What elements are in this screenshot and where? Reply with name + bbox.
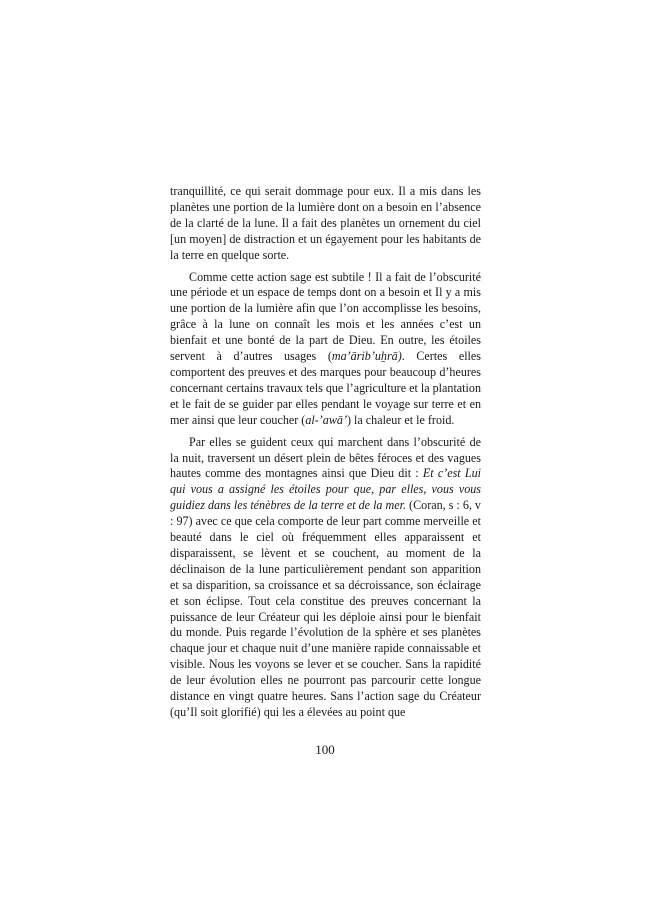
quran-quote: Et c’est Lui qui vous a assigné les étoiles pour que, par elles, vous vous guidiez dans les ténèbres de la terre et de la mer. — [170, 466, 481, 513]
paragraph-3-text-b: (Coran, s : 6, v : 97) avec ce que cela comporte de leur part comme merveille et beauté dans le ciel où fréquemment elles apparaissent et disparaissent, se lèvent et se couchent, au moment de la déclinaison de la lune particulièrement pendant son apparition et sa disparition, sa croissance et sa décroissance, son éclairage et son éclipse. Tout cela constitue des preuves concernant la puissance de leur Créateur qui les déploie ainsi pour le bienfait du monde. Puis regarde l’évolution de la sphère et ses planètes chaque jour et chaque nuit d’une manière rapide connaissable et visible. Nous les voyons se lever et se coucher. Sans la rapidité de leur évolution elles ne pourront pas parcourir cette longue distance en vingt quatre heures. Sans l’action sage du Créateur (qu’Il soit glorifié) qui les a élevées au point que — [170, 498, 481, 719]
page-number: 100 — [315, 742, 335, 757]
paragraph-2-text-c: ) la chaleur et le froid. — [346, 412, 455, 427]
paragraph-3-text-a: Par elles se guident ceux qui marchent dans l’obscurité de la nuit, traversent un désert plein de bêtes féroces et des vagues hautes comme des montagnes ainsi que Dieu dit : — [170, 434, 481, 481]
paragraph-3 — [170, 435, 481, 721]
paragraph-1-text: tranquillité, ce qui serait dommage pour eux. Il a mis dans les planètes une portion de la lumière dont on a besoin en l’absence de la clarté de la lune. Il a fait des planètes un ornement du ciel [un moyen] de distraction et un égayement pour les habitants de la terre en quelque sorte. — [170, 184, 481, 262]
page-body — [170, 184, 481, 721]
paragraph-2-text-b: . Certes elles comportent des preuves et des marques pour beaucoup d’heures concernant certains travaux tels que l’agriculture et la plantation et le fait de se guider par elles pendant le voyage sur terre et en mer ainsi que leur coucher ( — [170, 349, 481, 427]
paragraph-2-text-a: Comme cette action sage est subtile ! Il a fait de l’obscurité une période et un espace de temps dont on a besoin et Il y a mis une portion de la lumière afin que l’on accomplisse les besoins, grâce à la lune on connaît les mois et les années c’est un bienfait et une bonté de la part de Dieu. En outre, les étoiles servent à d’autres usages ( — [170, 269, 481, 364]
transliteration-term: ma’ārib’uẖrā) — [331, 349, 402, 364]
paragraph-2 — [170, 270, 481, 429]
paragraph-1 — [170, 184, 481, 264]
transliteration-term: al-’awā’ — [305, 412, 347, 427]
